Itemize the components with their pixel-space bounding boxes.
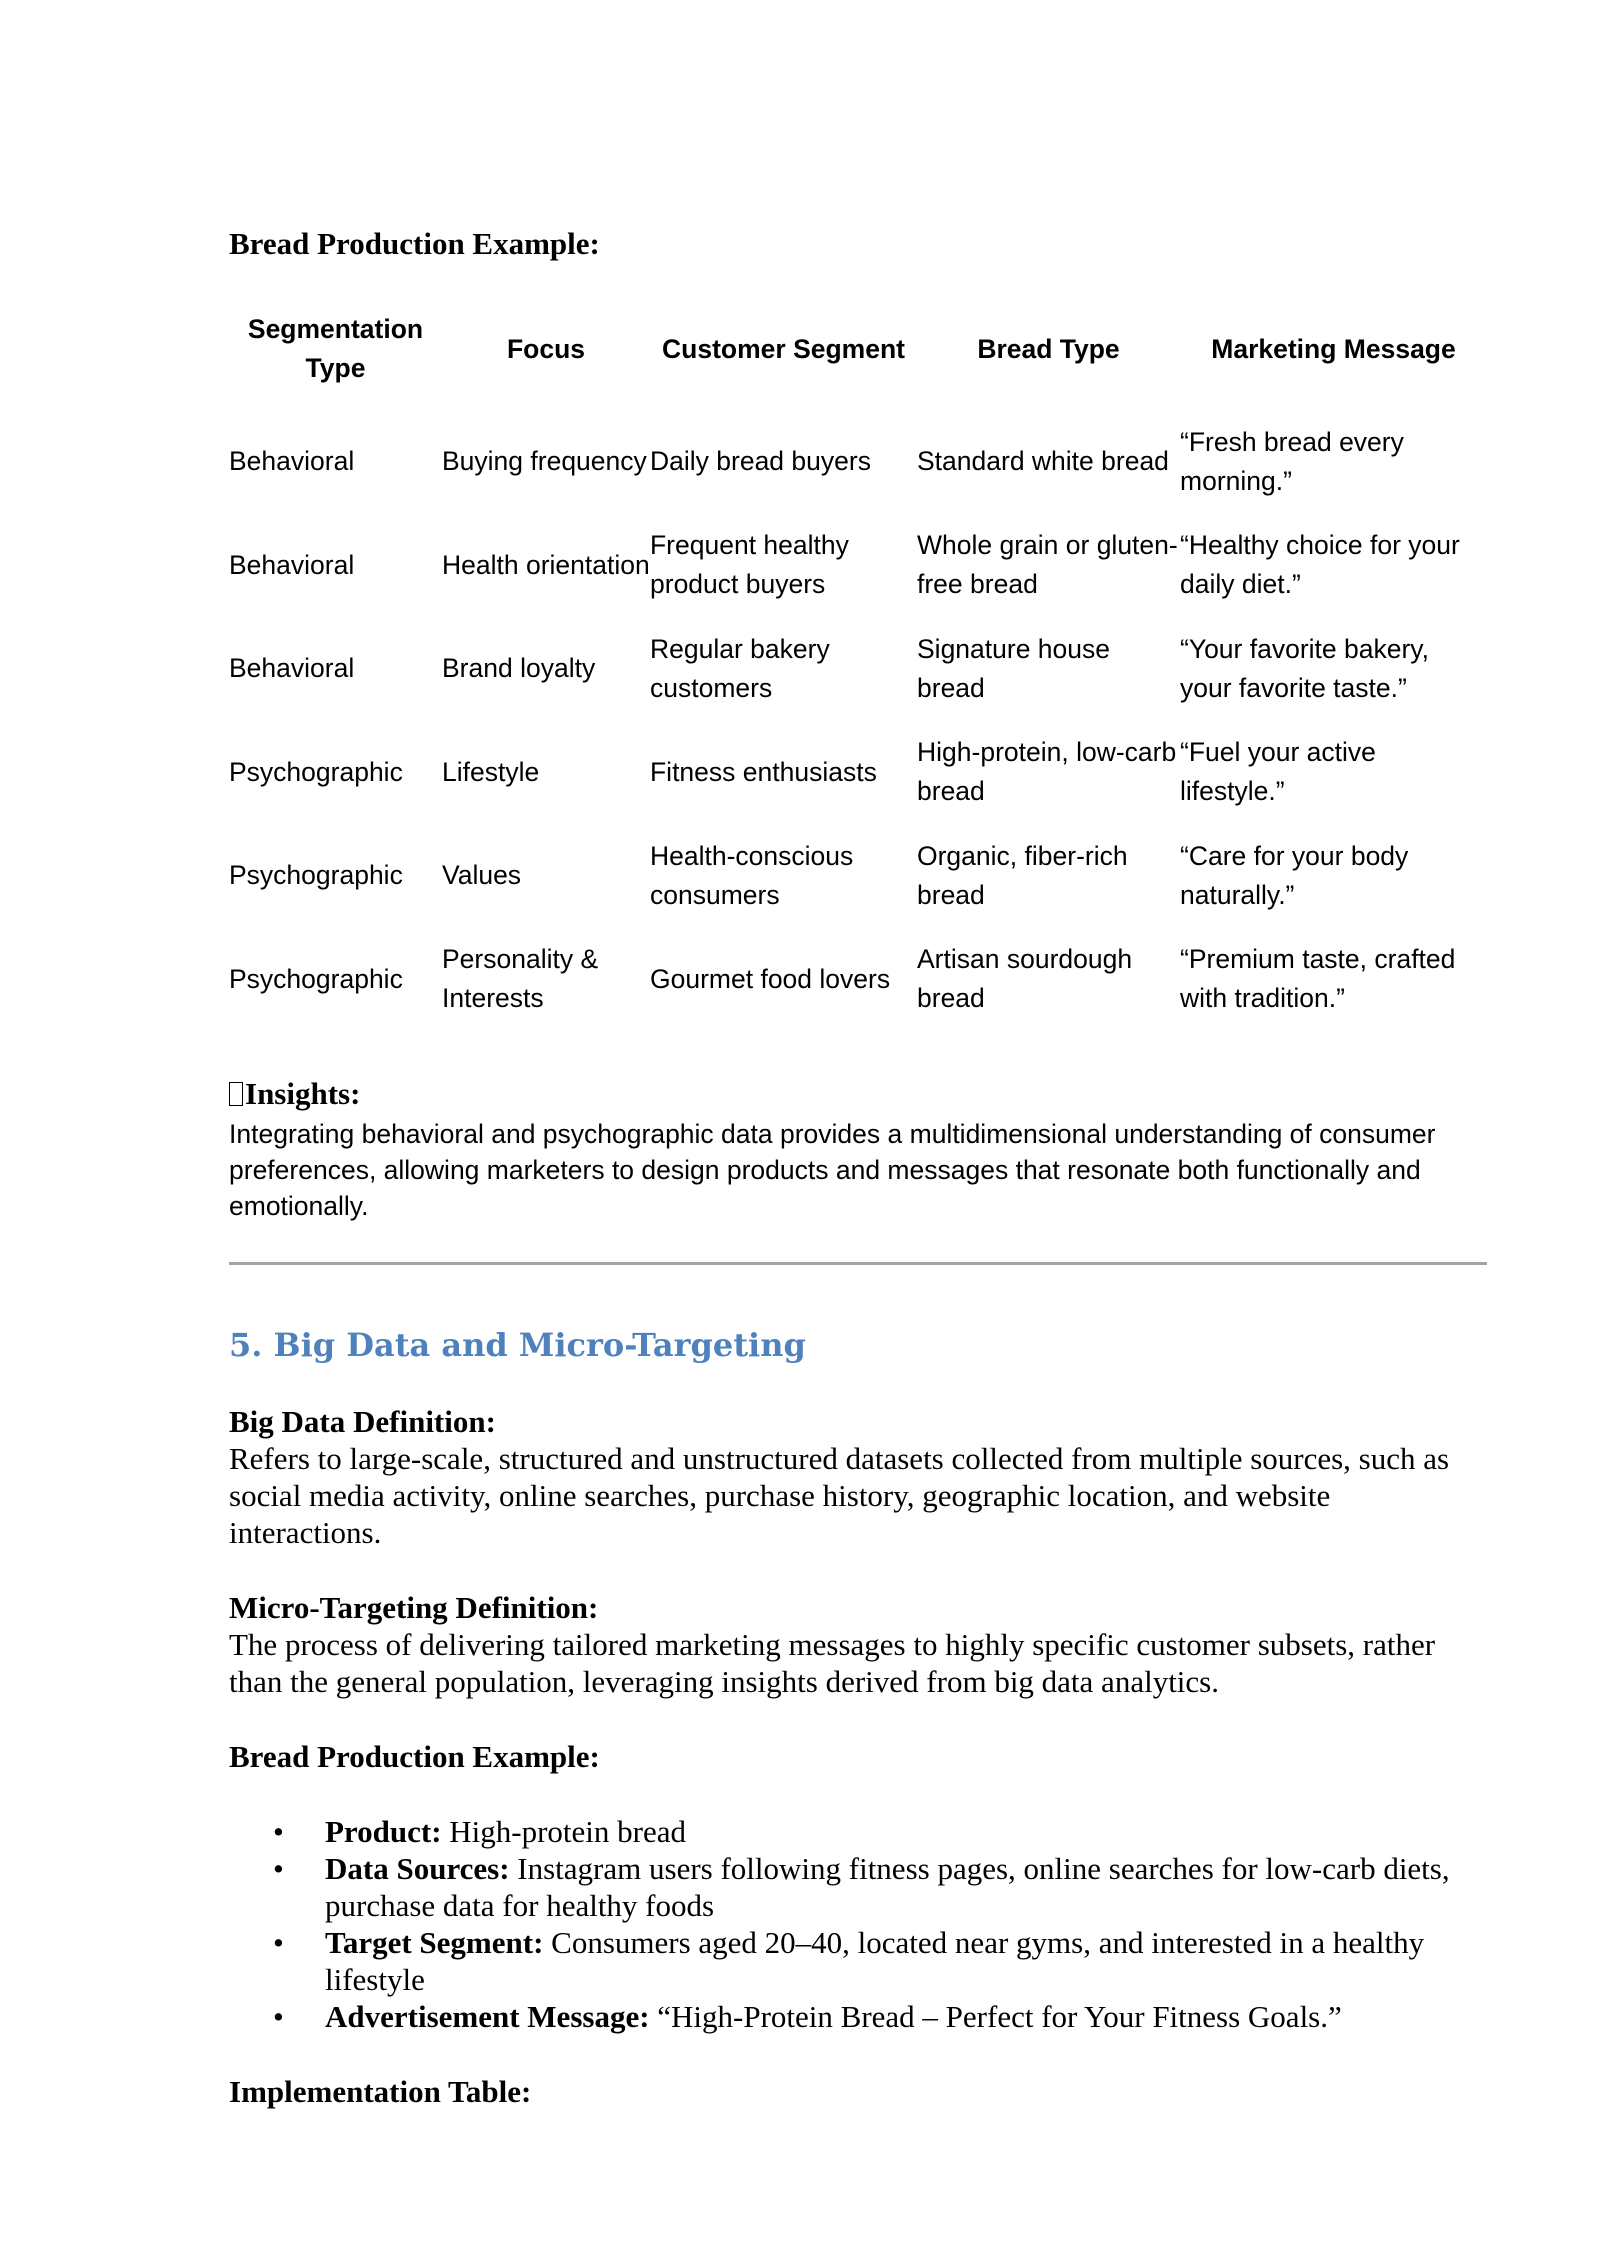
table-cell: Health-conscious consumers	[650, 840, 854, 910]
insights-text: Integrating behavioral and psychographic data provides a multidimensional understanding of consumer preferences, allowing marketers to design products and messages that resonate both functionally and emotionally.	[229, 1119, 1436, 1221]
table-cell: Health orientation	[442, 549, 650, 580]
table-row	[229, 514, 1487, 618]
big-data-text: Refers to large-scale, structured and unstructured datasets collected from multiple sources, such as social media activity, online searches, purchase history, geographic location, and website interactions.	[229, 1441, 1450, 1550]
bullet-label: Target Segment:	[325, 1925, 544, 1960]
segmentation-table	[229, 310, 1487, 1031]
table-cell: Psychographic	[229, 756, 403, 787]
table-cell: Psychographic	[229, 963, 403, 994]
table-cell: “Care for your body naturally.”	[1180, 840, 1409, 910]
table-cell: “Healthy choice for your daily diet.”	[1180, 530, 1460, 600]
missing-glyph-icon	[229, 1082, 243, 1106]
header-marketing-message: Marketing Message	[1211, 333, 1456, 364]
table-cell: Personality & Interests	[442, 944, 599, 1014]
table-cell: Daily bread buyers	[650, 446, 871, 477]
bullet-label: Product:	[325, 1814, 442, 1849]
table-cell: Lifestyle	[442, 756, 540, 787]
example-title: Bread Production Example:	[229, 1739, 600, 1774]
table-cell: Behavioral	[229, 446, 355, 477]
table-cell: Behavioral	[229, 549, 355, 580]
micro-targeting-definition	[229, 1589, 1487, 1700]
table-row	[229, 617, 1487, 721]
bullet-text: High-protein bread	[441, 1814, 687, 1849]
table-cell: “Premium taste, crafted with tradition.”	[1180, 944, 1456, 1014]
table-row	[229, 410, 1487, 514]
header-customer-segment: Customer Segment	[662, 333, 905, 364]
section-heading: 5. Big Data and Micro-Targeting	[229, 1326, 806, 1364]
table-row	[229, 928, 1487, 1032]
implementation-title: Implementation Table:	[229, 2074, 532, 2109]
bullet-label: Data Sources:	[325, 1851, 510, 1886]
horizontal-divider	[229, 1262, 1487, 1265]
table-cell: “Fuel your active lifestyle.”	[1180, 737, 1376, 807]
table-cell: Brand loyalty	[442, 653, 596, 684]
list-item	[229, 1998, 1487, 2035]
table-cell: Fitness enthusiasts	[650, 756, 877, 787]
insights-block	[229, 1075, 1487, 1224]
table-cell: Standard white bread	[917, 446, 1169, 477]
bullet-text: Consumers aged 20–40, located near gyms, and interested in a healthy lifestyle	[325, 1925, 1425, 1997]
list-item	[229, 1813, 1487, 1850]
header-focus: Focus	[506, 333, 586, 364]
table-cell: “Fresh bread every morning.”	[1180, 426, 1404, 496]
table-cell: “Your favorite bakery, your favorite taste.”	[1180, 633, 1429, 703]
table-cell: Frequent healthy product buyers	[650, 530, 849, 600]
header-segmentation-type: Segmentation Type	[247, 314, 424, 383]
section-title: Bread Production Example:	[229, 226, 600, 261]
table-cell: Signature house bread	[917, 633, 1111, 703]
table-cell: Whole grain or gluten-free bread	[917, 530, 1178, 600]
insights-title: Insights:	[245, 1076, 361, 1111]
table-cell: Values	[442, 860, 522, 891]
page-content	[229, 225, 1487, 2110]
micro-targeting-text: The process of delivering tailored marketing messages to highly specific customer subsets, rather than the general population, leveraging insights derived from big data analytics.	[229, 1627, 1436, 1699]
table-cell: Behavioral	[229, 653, 355, 684]
bullet-label: Advertisement Message:	[325, 1999, 650, 2034]
big-data-definition	[229, 1403, 1487, 1551]
table-row	[229, 721, 1487, 825]
table-cell: Artisan sourdough bread	[917, 944, 1133, 1014]
table-cell: Gourmet food lovers	[650, 963, 891, 994]
micro-targeting-label: Micro-Targeting Definition:	[229, 1590, 599, 1625]
list-item	[229, 1924, 1487, 1998]
bullet-text: Instagram users following fitness pages, online searches for low-carb diets, purchase data for healthy foods	[325, 1851, 1450, 1923]
table-cell: Psychographic	[229, 860, 403, 891]
table-cell: Buying frequency	[442, 446, 647, 477]
table-row	[229, 824, 1487, 928]
table-cell: High-protein, low-carb bread	[917, 737, 1177, 807]
header-bread-type: Bread Type	[977, 333, 1120, 364]
example-bullet-list	[229, 1813, 1487, 2035]
list-item	[229, 1850, 1487, 1924]
table-cell: Regular bakery customers	[650, 633, 830, 703]
table-header-row	[229, 310, 1487, 410]
insights-heading	[229, 1075, 1487, 1112]
table-cell: Organic, fiber-rich bread	[917, 840, 1128, 910]
big-data-label: Big Data Definition:	[229, 1404, 496, 1439]
bullet-text: “High-Protein Bread – Perfect for Your Fitness Goals.”	[649, 1999, 1342, 2034]
